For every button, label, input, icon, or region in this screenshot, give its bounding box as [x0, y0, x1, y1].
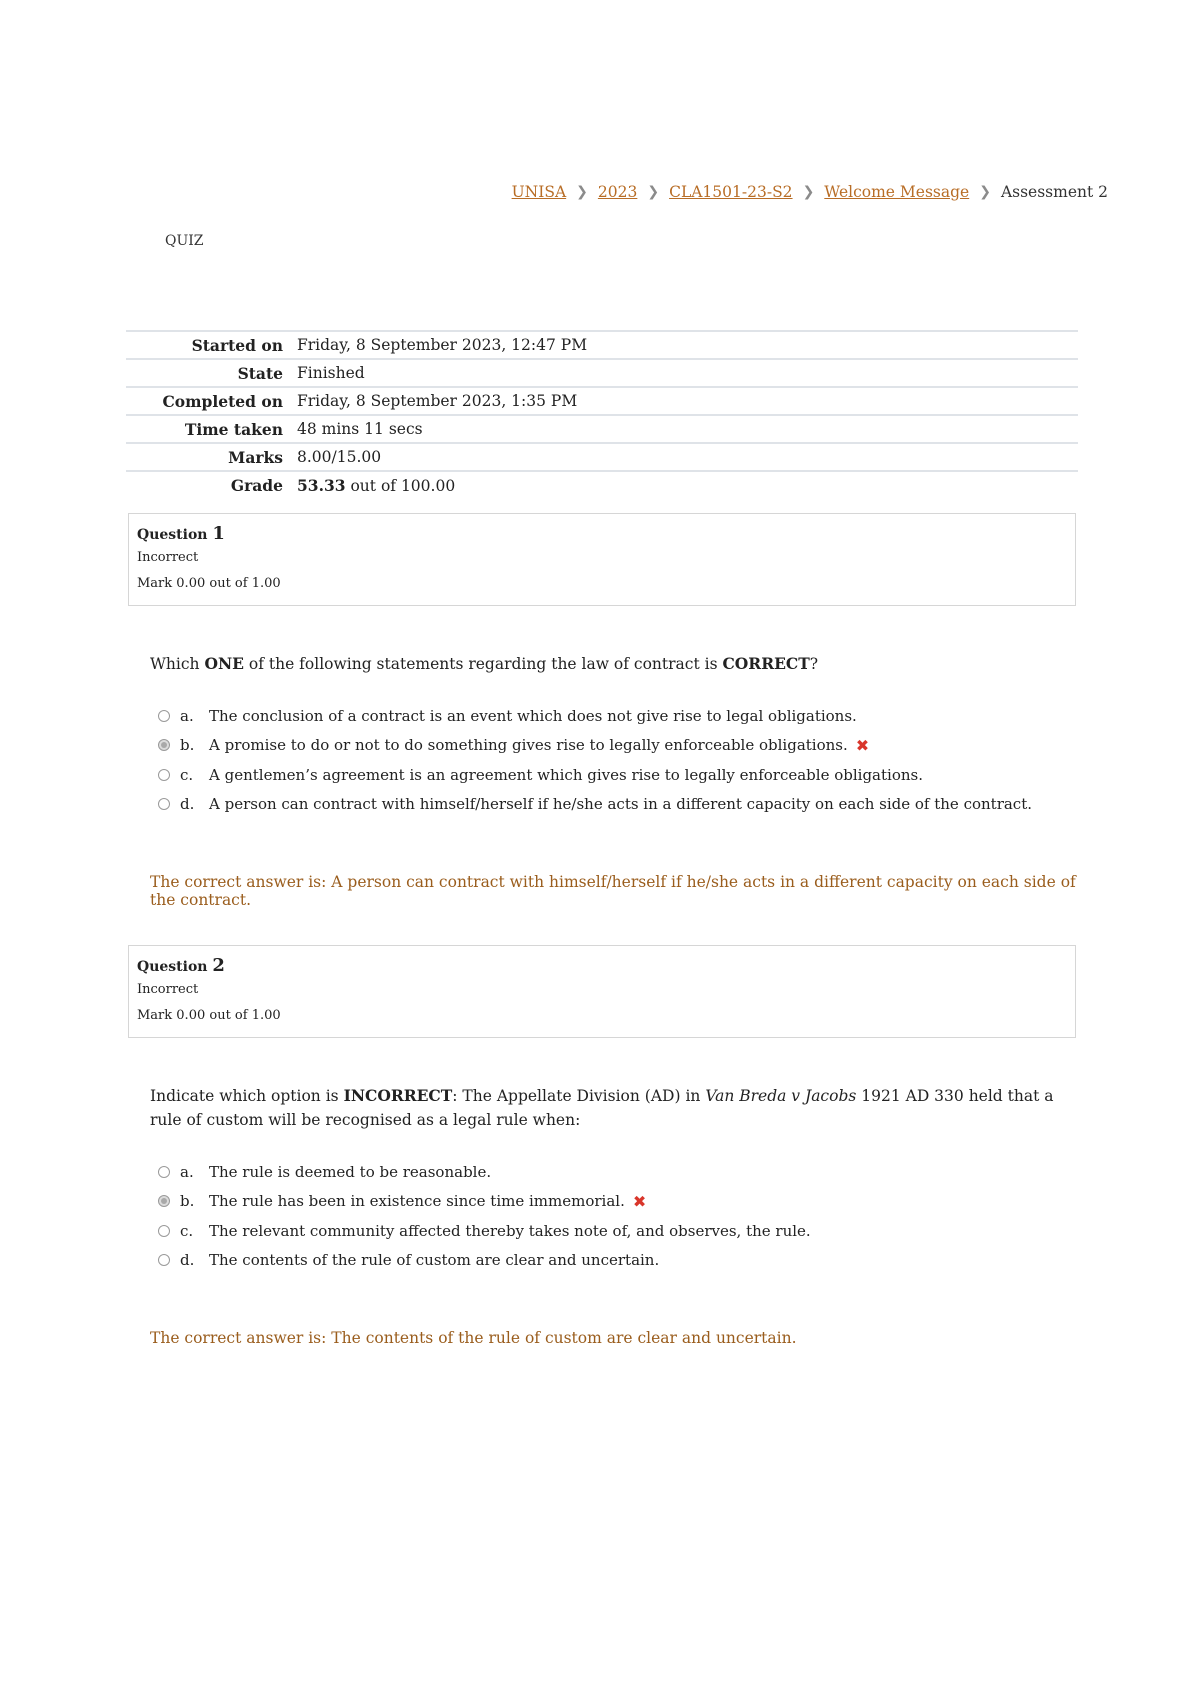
question-text-part: ?: [809, 655, 819, 673]
radio-button-selected[interactable]: [158, 1195, 170, 1207]
answer-text: A gentlemen’s agreement is an agreement which gives rise to legally enforceable obligations.: [209, 765, 923, 784]
correct-answer-feedback: The correct answer is: The contents of the rule of custom are clear and uncertain.: [150, 1329, 797, 1347]
question-text-part: : The Appellate Division (AD) in: [452, 1087, 706, 1105]
question-info-box: [128, 513, 1076, 606]
radio-button[interactable]: [158, 1254, 170, 1266]
breadcrumb-current: Assessment 2: [1000, 183, 1108, 201]
answer-option-selected[interactable]: [158, 1187, 1058, 1217]
cross-icon: ✖: [855, 735, 870, 755]
question-text-part: Indicate which option is: [150, 1087, 344, 1105]
summary-label: State: [237, 363, 283, 383]
chevron-right-icon: ❯: [979, 184, 991, 200]
chevron-right-icon: ❯: [576, 184, 588, 200]
answer-letter: a.: [180, 706, 194, 725]
answer-text: The contents of the rule of custom are clear and uncertain.: [209, 1251, 660, 1270]
answer-text: The rule has been in existence since time immemorial.: [209, 1192, 625, 1211]
answer-letter: a.: [180, 1162, 194, 1181]
radio-button[interactable]: [158, 769, 170, 781]
answer-list: [158, 701, 1058, 819]
summary-value: Friday, 8 September 2023, 12:47 PM: [297, 336, 588, 354]
answer-letter: b.: [180, 736, 195, 755]
question-state: Incorrect: [137, 982, 199, 997]
answer-text: A person can contract with himself/herself if he/she acts in a different capacity on each side of the contract.: [209, 795, 1033, 814]
summary-row-state: [126, 359, 1078, 387]
question-text-part: Which: [150, 655, 205, 673]
answer-option[interactable]: [158, 760, 1058, 790]
question-mark: Mark 0.00 out of 1.00: [137, 1008, 281, 1023]
radio-button[interactable]: [158, 710, 170, 722]
answer-letter: c.: [180, 765, 194, 784]
chevron-right-icon: ❯: [647, 184, 660, 200]
answer-option[interactable]: [158, 701, 1058, 731]
correct-answer-feedback: The correct answer is: A person can contract with himself/herself if he/she acts in a different capacity on each side of the contract.: [150, 873, 1076, 909]
summary-label: Grade: [230, 475, 283, 495]
attempt-summary-table: [126, 330, 1078, 498]
summary-row-grade: [126, 471, 1078, 498]
question-number: [137, 523, 1067, 544]
summary-value: [297, 471, 1078, 498]
question-number: [137, 955, 1067, 976]
summary-value: Finished: [297, 364, 365, 382]
summary-row-time-taken: [126, 415, 1078, 443]
cross-icon: ✖: [632, 1191, 647, 1211]
answer-letter: c.: [180, 1221, 194, 1240]
question-text-emphasis: CORRECT: [722, 654, 810, 673]
summary-row-completed: [126, 387, 1078, 415]
question-state: Incorrect: [137, 550, 199, 565]
answer-option[interactable]: [158, 1216, 1058, 1246]
chevron-right-icon: ❯: [802, 184, 815, 200]
answer-option[interactable]: [158, 1157, 1058, 1187]
breadcrumb-link-year[interactable]: 2023: [597, 183, 638, 201]
question-text-part: 1921 AD 330 held that a rule of custom will be recognised as a legal rule when:: [150, 1087, 1054, 1129]
answer-letter: b.: [180, 1192, 195, 1211]
summary-value: 48 mins 11 secs: [297, 420, 423, 438]
summary-label: Time taken: [184, 419, 283, 439]
question-info-box: [128, 945, 1076, 1038]
answer-list: [158, 1157, 1058, 1275]
summary-label: Started on: [191, 335, 283, 355]
answer-text: The relevant community affected thereby takes note of, and observes, the rule.: [209, 1221, 811, 1240]
answer-option[interactable]: [158, 1246, 1058, 1276]
summary-row-started: [126, 331, 1078, 359]
summary-value: Friday, 8 September 2023, 1:35 PM: [297, 392, 578, 410]
breadcrumb-link-welcome[interactable]: Welcome Message: [824, 183, 970, 201]
radio-button[interactable]: [158, 798, 170, 810]
question-number-value: 2: [212, 955, 225, 976]
question-prefix: Question: [137, 959, 213, 975]
question-mark: Mark 0.00 out of 1.00: [137, 576, 281, 591]
breadcrumb-link-course[interactable]: CLA1501-23-S2: [669, 183, 793, 201]
question-text-emphasis: INCORRECT: [343, 1086, 453, 1105]
answer-letter: d.: [180, 1251, 195, 1270]
summary-value: 8.00/15.00: [297, 448, 382, 466]
question-number-value: 1: [212, 523, 225, 544]
summary-label: Completed on: [162, 391, 283, 411]
summary-label: Marks: [228, 447, 283, 467]
question-text: [150, 1084, 1055, 1132]
breadcrumb-link-unisa[interactable]: UNISA: [511, 183, 567, 201]
radio-button-selected[interactable]: [158, 739, 170, 751]
answer-option[interactable]: [158, 790, 1058, 820]
question-prefix: Question: [137, 527, 213, 543]
grade-total: out of 100.00: [345, 476, 456, 495]
grade-score: 53.33: [297, 475, 346, 495]
case-citation: Van Breda v Jacobs: [705, 1087, 857, 1105]
radio-button[interactable]: [158, 1225, 170, 1237]
question-text-part: of the following statements regarding the law of contract is: [243, 655, 723, 673]
question-text: [150, 652, 1050, 676]
answer-text: The rule is deemed to be reasonable.: [209, 1162, 492, 1181]
page-label: QUIZ: [165, 233, 204, 249]
question-text-emphasis: ONE: [204, 654, 244, 673]
summary-row-marks: [126, 443, 1078, 471]
radio-button[interactable]: [158, 1166, 170, 1178]
breadcrumb: [512, 183, 1108, 201]
answer-letter: d.: [180, 795, 195, 814]
answer-text: The conclusion of a contract is an event which does not give rise to legal obligations.: [209, 706, 857, 725]
answer-option-selected[interactable]: [158, 731, 1058, 761]
answer-text: A promise to do or not to do something gives rise to legally enforceable obligations.: [209, 736, 848, 755]
